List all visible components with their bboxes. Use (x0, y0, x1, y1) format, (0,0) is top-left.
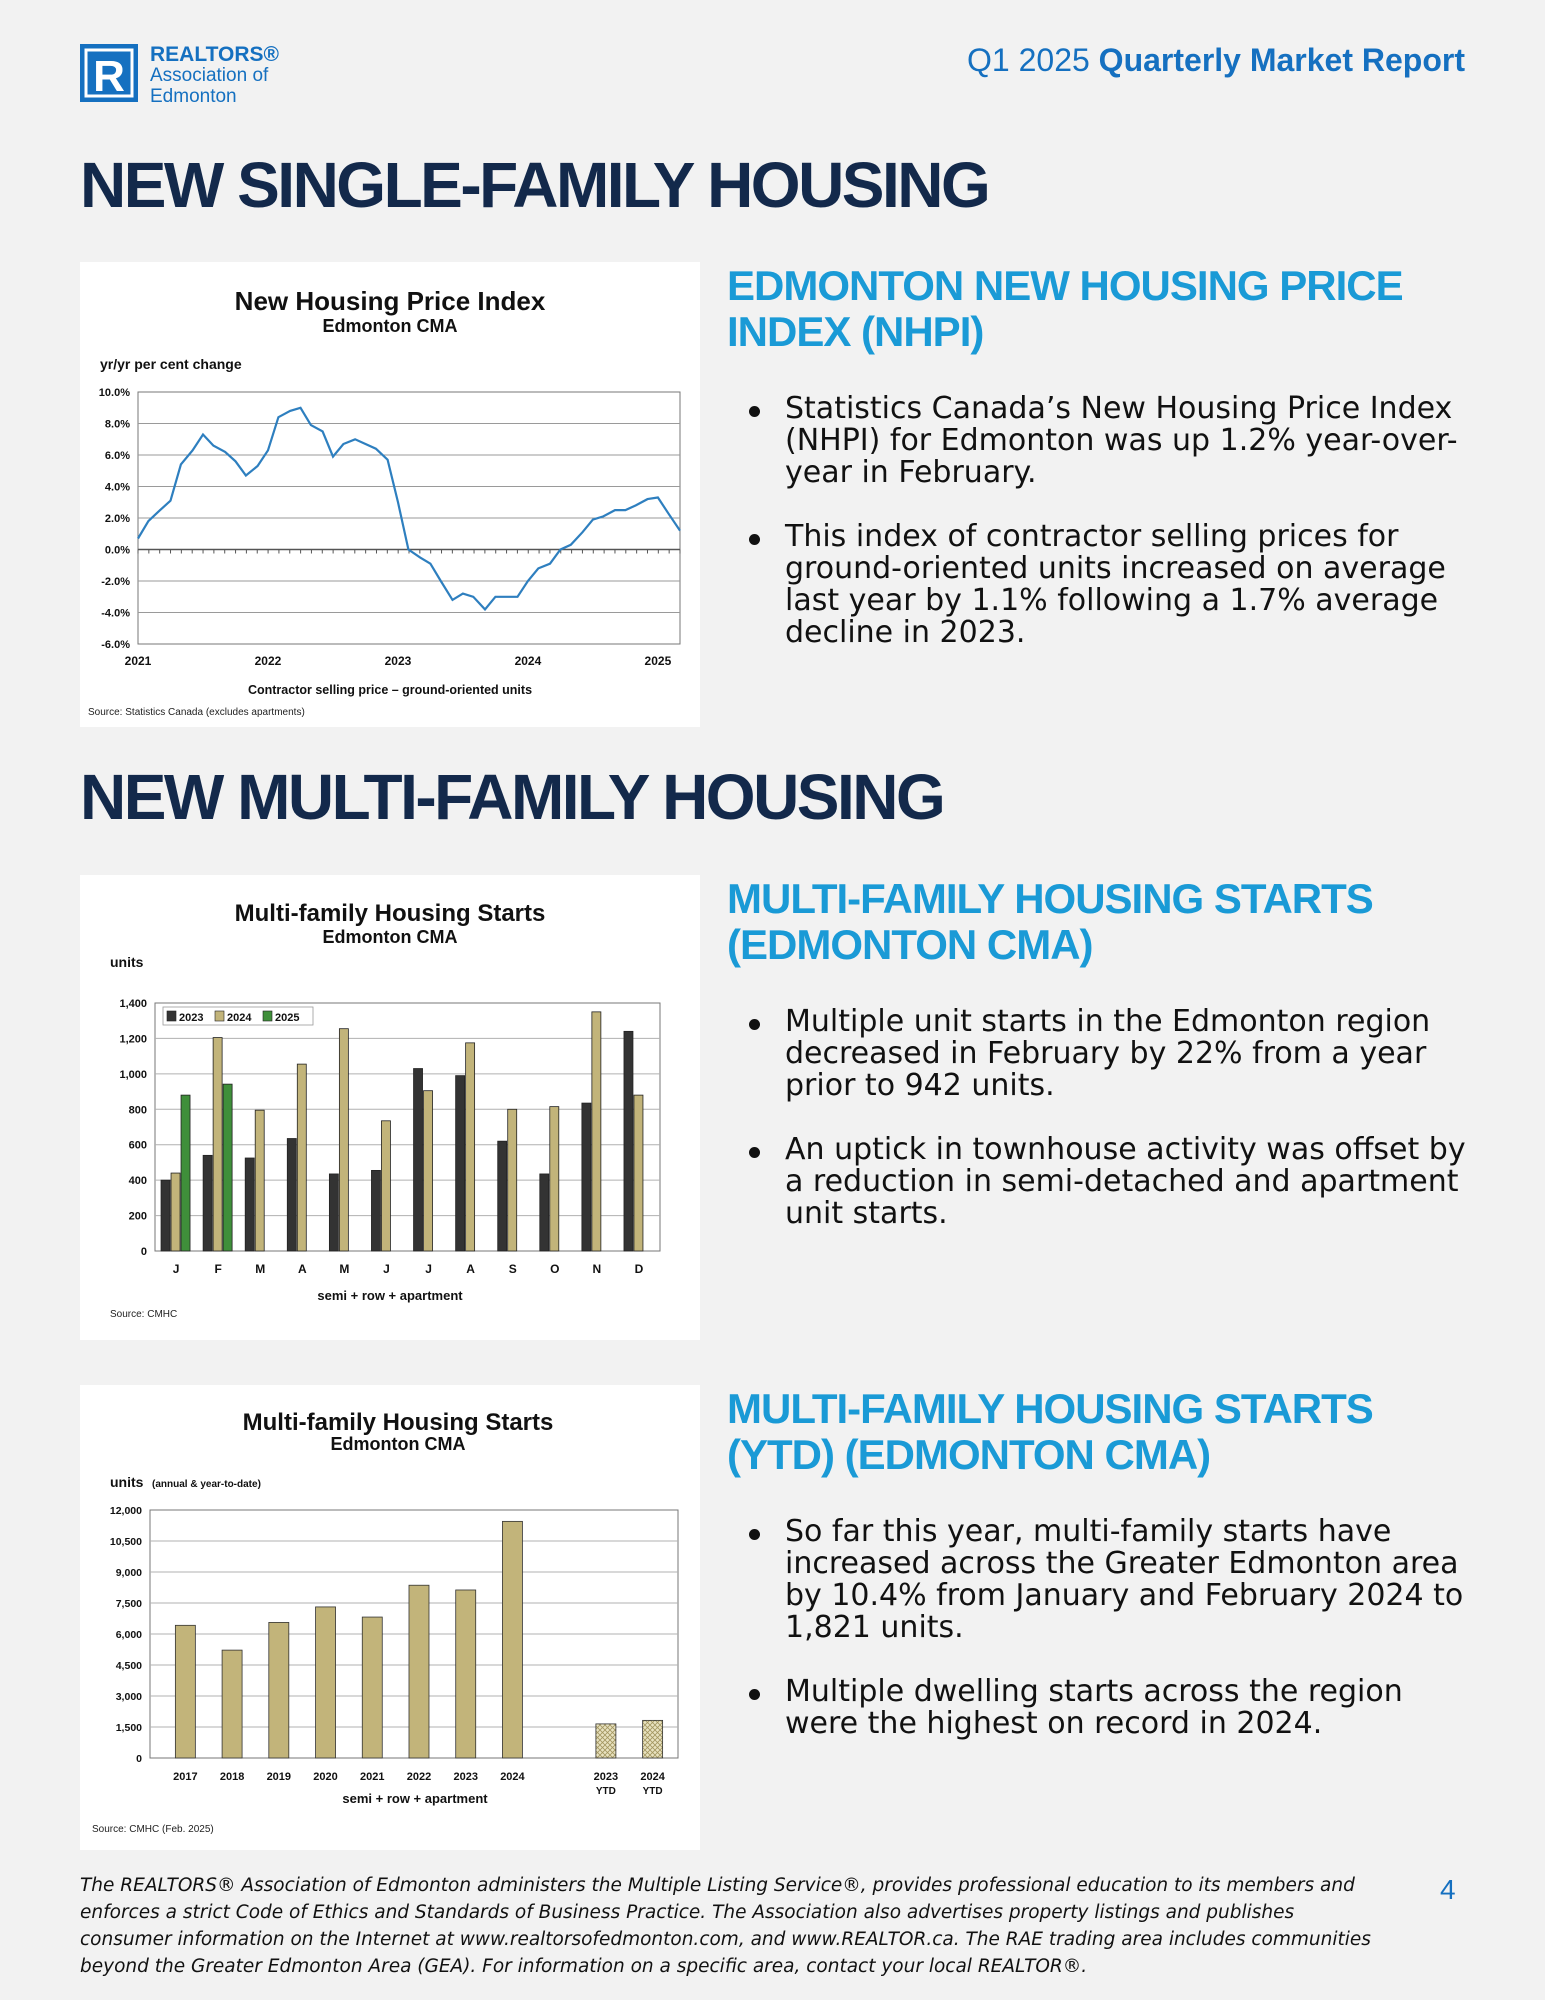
bar-2024 (213, 1038, 222, 1251)
bar-2023 (287, 1139, 296, 1251)
bar-2023 (371, 1170, 380, 1251)
y-tick-label: 7,500 (115, 1598, 142, 1610)
y-axis-label: yr/yr per cent change (100, 356, 242, 372)
chart-title: Multi-family Housing Starts (242, 1409, 554, 1436)
x-tick-label: F (214, 1262, 222, 1276)
bar-2023 (582, 1103, 591, 1251)
y-tick-label: 0 (136, 1753, 142, 1765)
x-tick-label: 2021 (360, 1771, 385, 1783)
y-tick-label: 1,500 (115, 1722, 142, 1734)
nhpi-bullet-2: This index of contractor selling prices for ground-oriented units increased on average last year by 1.1% following a 1.7% average decline in 2023. (745, 521, 1485, 649)
monthly-starts-bar-chart (80, 875, 700, 1340)
legend-label-2023: 2023 (179, 1012, 204, 1024)
legend-label-2025: 2025 (275, 1012, 300, 1024)
bar-2024 (508, 1109, 517, 1251)
x-tick-label: 2023 (384, 654, 412, 668)
chart-subtitle: Edmonton CMA (322, 927, 458, 947)
x-tick-label: N (592, 1262, 602, 1276)
annual-ytd-bar-chart (80, 1385, 700, 1850)
y-tick-label: 10,500 (109, 1536, 142, 1548)
bar-2024 (466, 1043, 475, 1251)
rae-logo-mark (80, 44, 138, 102)
x-axis-label: semi + row + apartment (317, 1288, 463, 1303)
x-tick-label: D (634, 1262, 644, 1276)
bar-2025 (181, 1095, 190, 1251)
y-tick-label: 8.0% (104, 418, 130, 431)
bar-2024 (381, 1121, 390, 1251)
bar-2024 (297, 1064, 306, 1251)
nhpi-chart-panel (80, 262, 700, 727)
x-tick-label: 2019 (266, 1771, 292, 1783)
bar-2024 (502, 1521, 522, 1758)
y-tick-label: 9,000 (115, 1567, 142, 1579)
chart-title: New Housing Price Index (234, 286, 546, 316)
chart-title: Multi-family Housing Starts (234, 900, 546, 927)
logo-line-2: Association of (150, 65, 269, 86)
nhpi-subheading: EDMONTON NEW HOUSING PRICE INDEX (NHPI) (727, 262, 1403, 355)
nhpi-bullet-list (745, 393, 1485, 681)
x-tick-label: 2018 (219, 1771, 245, 1783)
bar-2023 (414, 1069, 423, 1251)
logo-glyph: R (93, 52, 125, 101)
report-name: Quarterly Market Report (1098, 42, 1465, 78)
y-tick-label: -2.0% (101, 576, 130, 588)
x-tick-label: 2023 (453, 1771, 478, 1783)
bar-2025 (223, 1084, 232, 1251)
x-tick-label: A (297, 1262, 307, 1276)
y-tick-label: 200 (128, 1210, 147, 1223)
x-tick-label: 2024 (500, 1771, 525, 1783)
ytd-subheading: MULTI-FAMILY HOUSING STARTS (YTD) (EDMONTON CMA) (727, 1385, 1373, 1478)
bar-2023 (498, 1141, 507, 1251)
y-tick-label: 3,000 (115, 1691, 142, 1703)
y-tick-label: 600 (128, 1139, 147, 1152)
x-tick-label: 2024 (514, 654, 542, 668)
logo-line-3: Edmonton (150, 86, 237, 107)
y-tick-label: 6.0% (104, 450, 130, 462)
bar-2023 (245, 1158, 254, 1251)
x-axis-label: Contractor selling price – ground-oriented units (247, 683, 533, 697)
bar-2022 (409, 1585, 429, 1758)
y-tick-label: 4.0% (104, 481, 130, 494)
x-tick-label: O (550, 1262, 560, 1276)
bar-2024 (171, 1173, 180, 1251)
x-tick-label: 2022 (406, 1771, 432, 1783)
y-tick-label: 0 (140, 1246, 147, 1258)
single-family-heading: NEW SINGLE-FAMILY HOUSING (80, 149, 989, 221)
multi-family-heading: NEW MULTI-FAMILY HOUSING (80, 761, 944, 833)
y-tick-label: 4,500 (115, 1660, 142, 1672)
chart-source: Source: CMHC (110, 1309, 178, 1320)
legend-swatch-2025 (263, 1011, 272, 1021)
chart-source: Source: CMHC (Feb. 2025) (92, 1824, 214, 1835)
bar-2020 (316, 1607, 336, 1758)
bar-2024 (339, 1029, 348, 1251)
x-tick-label: 2023 (593, 1771, 619, 1783)
x-tick-label: 2022 (254, 654, 282, 668)
bar-2019 (269, 1622, 289, 1758)
bar-2024 (424, 1091, 433, 1251)
x-tick-label: A (466, 1262, 475, 1276)
x-tick-label: 2021 (124, 654, 152, 668)
report-period: Q1 2025 (967, 42, 1099, 78)
ytd-chart-panel (80, 1385, 700, 1850)
report-title (967, 42, 1465, 79)
bar-2023 (456, 1590, 476, 1758)
footer-disclaimer: The REALTORS® Association of Edmonton administers the Multiple Listing Service®, provides professional education to its members and enforces a strict Code of Ethics and Standards of Business Practice. The Association also advertises property listings and publishes consumer information on the Internet at www.realtorsofedmonton.com, and www.REALTOR.ca. The RAE trading area includes communities beyond the Greater Edmonton Area (GEA). For information on a specific area, contact your local REALTOR®. (80, 1875, 1371, 1977)
x-tick-label: 2017 (173, 1771, 198, 1783)
x-tick-label: 2024 (640, 1771, 665, 1783)
bar-2023 (161, 1180, 170, 1251)
y-tick-label: 1,200 (119, 1033, 147, 1046)
y-axis-label-note: (annual & year-to-date) (152, 1479, 261, 1490)
x-tick-label: S (508, 1262, 517, 1276)
x-axis-label: semi + row + apartment (342, 1791, 488, 1806)
x-tick-label: 2020 (313, 1771, 338, 1783)
bar-2023 (203, 1155, 212, 1251)
x-tick-label: J (383, 1262, 390, 1276)
x-tick-sublabel: YTD (642, 1786, 663, 1797)
chart-source: Source: Statistics Canada (excludes apartments) (88, 707, 305, 718)
y-tick-label: 0.0% (104, 544, 130, 557)
chart-subtitle: Edmonton CMA (322, 316, 458, 336)
x-tick-label: M (339, 1262, 350, 1276)
legend-swatch-2023 (167, 1011, 176, 1021)
realtor-r-icon (80, 44, 138, 102)
legend-label-2024: 2024 (227, 1012, 252, 1024)
bar-2023-ytd (596, 1724, 616, 1758)
y-tick-label: 800 (128, 1104, 147, 1117)
bar-2024-ytd (643, 1720, 663, 1758)
y-tick-label: -6.0% (101, 639, 130, 651)
y-tick-label: 10.0% (98, 387, 130, 399)
x-tick-label: J (172, 1262, 180, 1276)
legend-swatch-2024 (215, 1011, 224, 1021)
nhpi-line-chart (80, 262, 700, 727)
y-tick-label: 400 (128, 1175, 147, 1188)
y-axis-label: units (110, 1474, 144, 1490)
starts-chart-panel (80, 875, 700, 1340)
starts-bullet-1: Multiple unit starts in the Edmonton region decreased in February by 22% from a year prior to 942 units. (745, 1006, 1485, 1102)
starts-subheading: MULTI-FAMILY HOUSING STARTS (EDMONTON CMA) (727, 875, 1373, 968)
bar-2023 (624, 1031, 633, 1251)
x-tick-label: 2025 (644, 654, 672, 668)
y-tick-label: 12,000 (109, 1505, 142, 1517)
x-tick-sublabel: YTD (595, 1786, 616, 1797)
y-tick-label: 2.0% (104, 513, 130, 525)
y-tick-label: 6,000 (115, 1629, 142, 1641)
ytd-bullet-1: So far this year, multi-family starts have increased across the Greater Edmonton area by 10.4% from January and February 2024 to 1,821 units. (745, 1516, 1485, 1644)
chart-subtitle: Edmonton CMA (330, 1434, 466, 1454)
bar-2024 (592, 1012, 601, 1251)
x-tick-label: J (425, 1262, 432, 1276)
bar-2024 (550, 1107, 559, 1251)
starts-bullet-2: An uptick in townhouse activity was offset by a reduction in semi-detached and apartment unit starts. (745, 1134, 1485, 1230)
x-tick-label: M (255, 1262, 266, 1276)
bar-2018 (222, 1650, 242, 1758)
y-axis-label: units (110, 954, 144, 970)
page-number: 4 (1440, 1874, 1456, 1905)
rae-logo-text (150, 44, 410, 107)
bar-2024 (255, 1110, 264, 1251)
bar-2023 (540, 1174, 549, 1251)
y-tick-label: 1,000 (119, 1068, 147, 1081)
logo-line-1: REALTORS® (150, 43, 280, 66)
nhpi-bullet-1: Statistics Canada’s New Housing Price Index (NHPI) for Edmonton was up 1.2% year-over-year in February. (745, 393, 1485, 489)
bar-2023 (329, 1174, 338, 1251)
starts-bullet-list (745, 1006, 1485, 1262)
bar-2023 (456, 1076, 465, 1251)
bar-2021 (362, 1617, 382, 1758)
y-tick-label: -4.0% (101, 607, 130, 620)
ytd-bullet-2: Multiple dwelling starts across the region were the highest on record in 2024. (745, 1676, 1485, 1740)
y-tick-label: 1,400 (119, 998, 147, 1010)
bar-2024 (634, 1095, 643, 1251)
ytd-bullet-list (745, 1516, 1485, 1772)
bar-2017 (175, 1625, 195, 1758)
